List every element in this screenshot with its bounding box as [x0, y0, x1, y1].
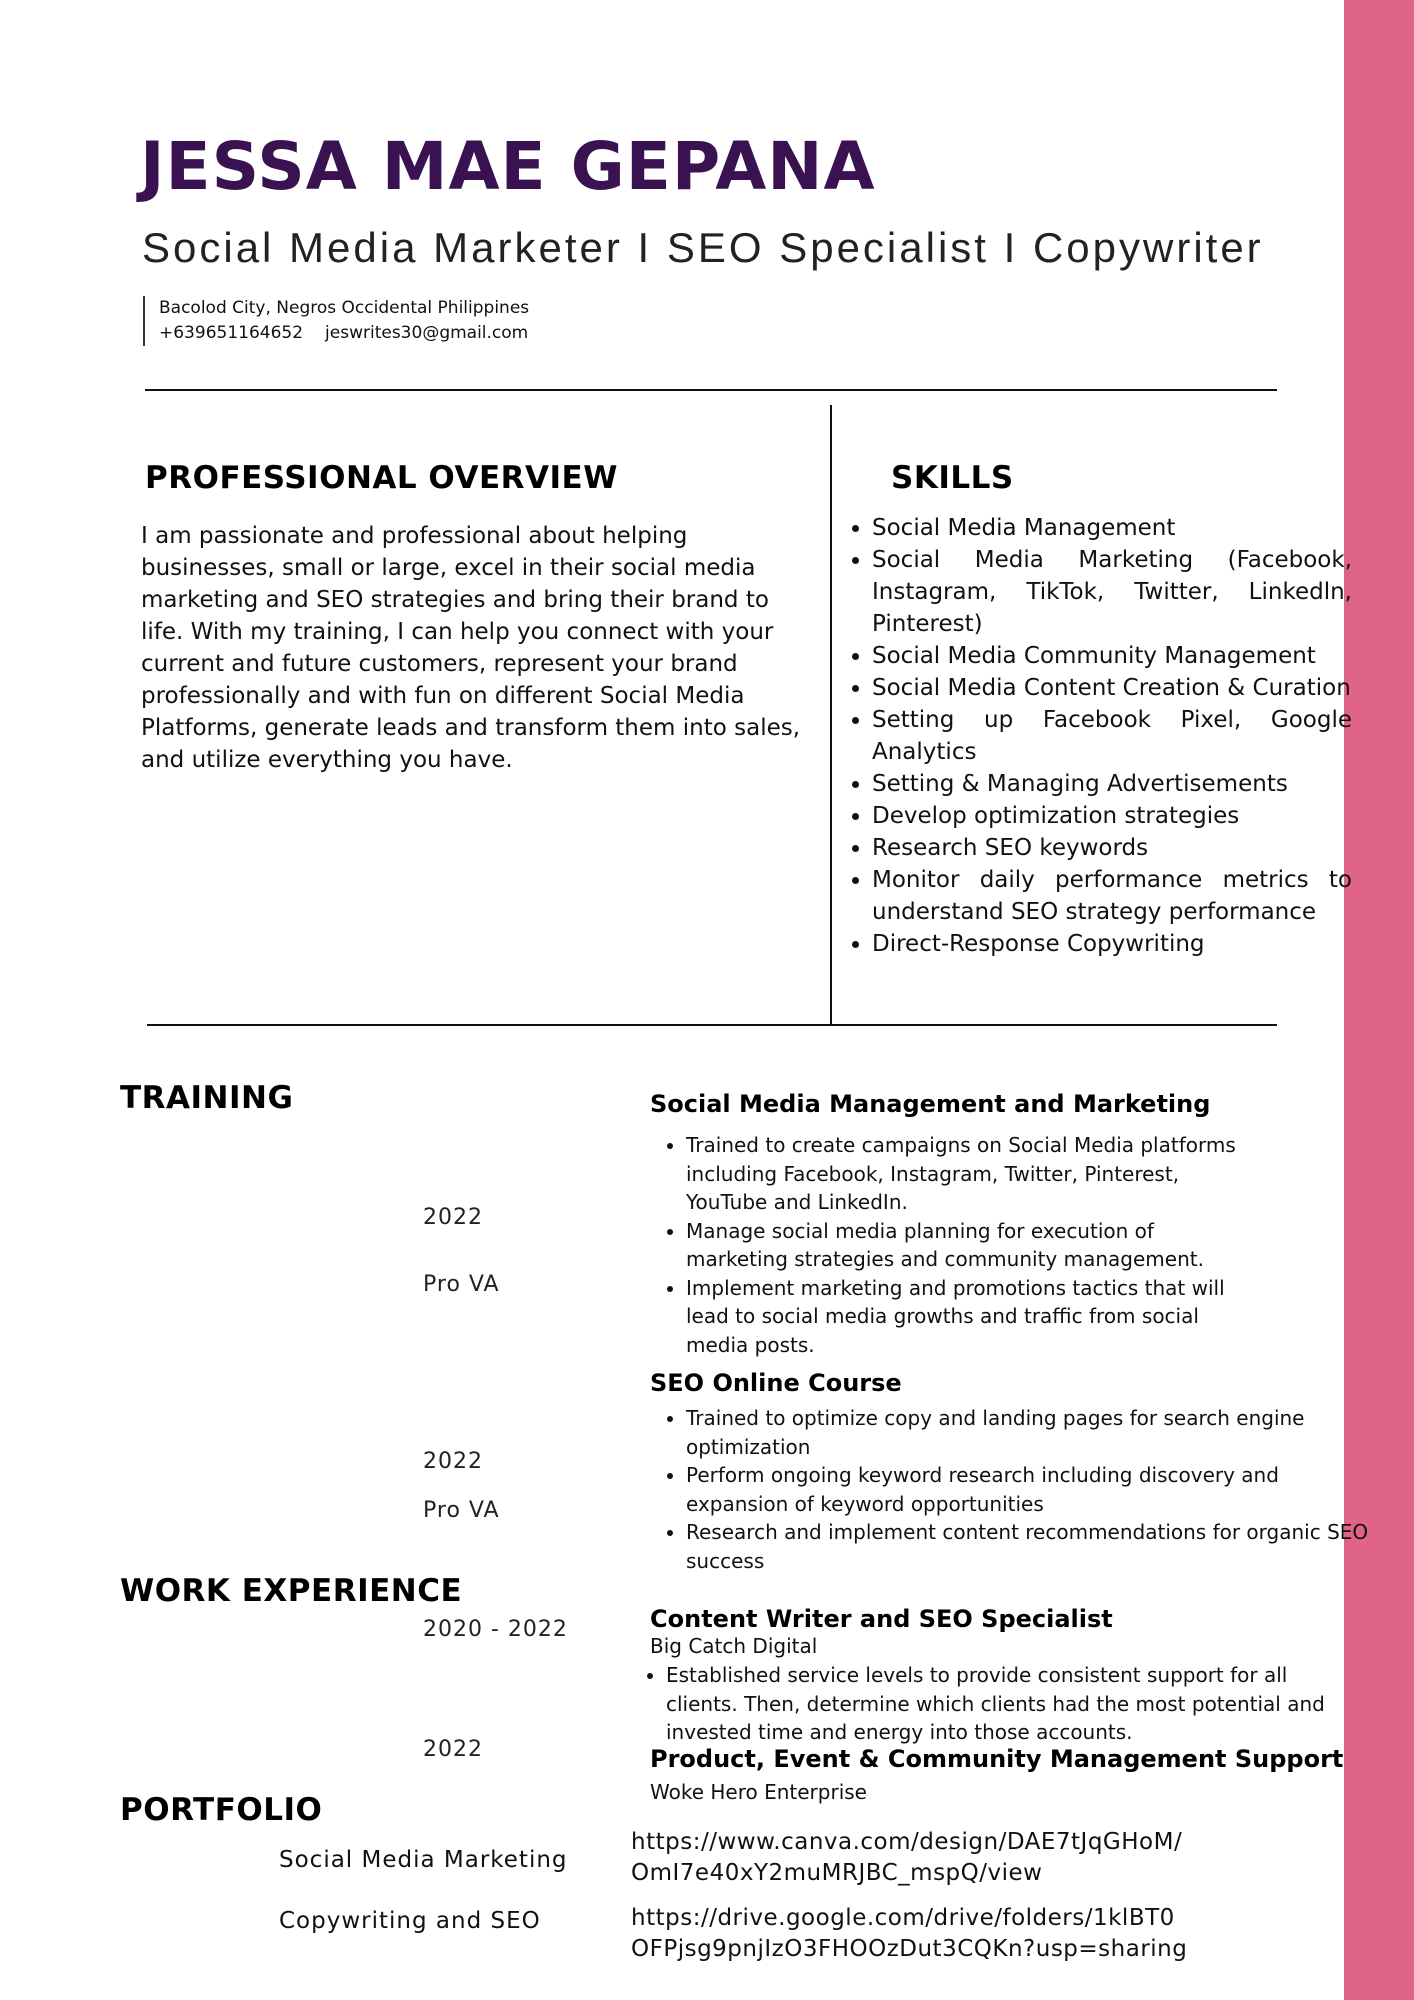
skill-item: • Social Media Marketing (Facebook, Instagram, TikTok, Twitter, Linkedln, Pinterest): [872, 544, 1352, 640]
training-1-provider: Pro VA: [423, 1272, 500, 1297]
divider-bottom: [147, 1024, 1277, 1026]
work-heading: WORK EXPERIENCE: [120, 1573, 463, 1609]
work-1-years: 2020 - 2022: [423, 1617, 568, 1642]
list-item: • Established service levels to provide consistent support for all clients. Then, determine which clients had the most potential and invested time and energy into those accounts.: [666, 1661, 1346, 1747]
skill-item: • Direct-Response Copywriting: [872, 928, 1352, 960]
skill-item: • Social Media Community Management: [872, 640, 1352, 672]
phone: +639651164652: [159, 323, 304, 343]
skill-item: • Social Media Content Creation & Curation: [872, 672, 1352, 704]
accent-side-bar: [1344, 0, 1414, 2000]
list-item: • Manage social media planning for execution of marketing strategies and community management.: [686, 1217, 1236, 1274]
skill-item: • Setting & Managing Advertisements: [872, 768, 1352, 800]
link-text[interactable]: OmI7e40xY2muMRJBC_mspQ/view: [631, 1860, 1043, 1886]
skills-heading: SKILLS: [891, 460, 1014, 496]
list-item: • Implement marketing and promotions tactics that will lead to social media growths and traffic from social media posts.: [686, 1274, 1236, 1360]
skills-list: [842, 512, 1352, 960]
skill-item: • Monitor daily performance metrics to understand SEO strategy performance: [872, 864, 1352, 928]
location: Bacolod City, Negros Occidental Philippines: [159, 298, 530, 318]
training-heading: TRAINING: [120, 1080, 294, 1116]
portfolio-heading: PORTFOLIO: [120, 1792, 323, 1828]
skill-item: • Social Media Management: [872, 512, 1352, 544]
training-1-bullets: [650, 1131, 1236, 1359]
work-2-company: Woke Hero Enterprise: [650, 1780, 867, 1804]
contact-block: [143, 296, 529, 346]
training-1-title: Social Media Management and Marketing: [650, 1090, 1211, 1118]
link-text[interactable]: OFPjsg9pnjIzO3FHOOzDut3CQKn?usp=sharing: [631, 1936, 1188, 1962]
portfolio-2-link[interactable]: [631, 1903, 1331, 1965]
training-2-provider: Pro VA: [423, 1498, 500, 1523]
list-item: • Perform ongoing keyword research including discovery and expansion of keyword opportunities: [686, 1461, 1371, 1518]
training-2-title: SEO Online Course: [650, 1369, 902, 1397]
skill-item: • Setting up Facebook Pixel, Google Analytics: [872, 704, 1352, 768]
candidate-name: JESSA MAE GEPANA: [140, 128, 876, 205]
divider-top: [145, 389, 1277, 391]
portfolio-1-link[interactable]: [631, 1827, 1331, 1889]
work-1-bullets: [630, 1661, 1346, 1747]
work-1-company: Big Catch Digital: [650, 1634, 818, 1658]
portfolio-1-label: Social Media Marketing: [279, 1847, 568, 1873]
portfolio-2-label: Copywriting and SEO: [279, 1908, 541, 1934]
work-1-title: Content Writer and SEO Specialist: [650, 1605, 1113, 1633]
skill-item: • Research SEO keywords: [872, 832, 1352, 864]
divider-vertical: [830, 405, 832, 1024]
work-2-year: 2022: [423, 1737, 483, 1762]
skill-item: • Develop optimization strategies: [872, 800, 1352, 832]
overview-text: I am passionate and professional about helping businesses, small or large, excel in their social media marketing and SEO strategies and bring their brand to life. With my training, I can help you connect with your current and future customers, represent your brand professionally and with fun on different Social Media Platforms, generate leads and transform them into sales, and utilize everything you have.: [141, 523, 801, 773]
training-2-bullets: [650, 1404, 1371, 1575]
training-1-year: 2022: [423, 1205, 483, 1230]
training-2-year: 2022: [423, 1449, 483, 1474]
list-item: • Research and implement content recommendations for organic SEO success: [686, 1518, 1371, 1575]
list-item: • Trained to create campaigns on Social Media platforms including Facebook, Instagram, Twitter, Pinterest, YouTube and LinkedIn.: [686, 1131, 1236, 1217]
list-item: • Trained to optimize copy and landing pages for search engine optimization: [686, 1404, 1371, 1461]
link-text[interactable]: https://drive.google.com/drive/folders/1klBT0: [631, 1905, 1175, 1931]
email: jeswrites30@gmail.com: [325, 323, 529, 343]
job-title: Social Media Marketer I SEO Specialist I Copywriter: [142, 224, 1264, 271]
overview-heading: PROFESSIONAL OVERVIEW: [145, 460, 618, 496]
link-text[interactable]: https://www.canva.com/design/DAE7tJqGHoM/: [631, 1829, 1183, 1855]
work-2-title: Product, Event & Community Management Support: [650, 1745, 1344, 1773]
